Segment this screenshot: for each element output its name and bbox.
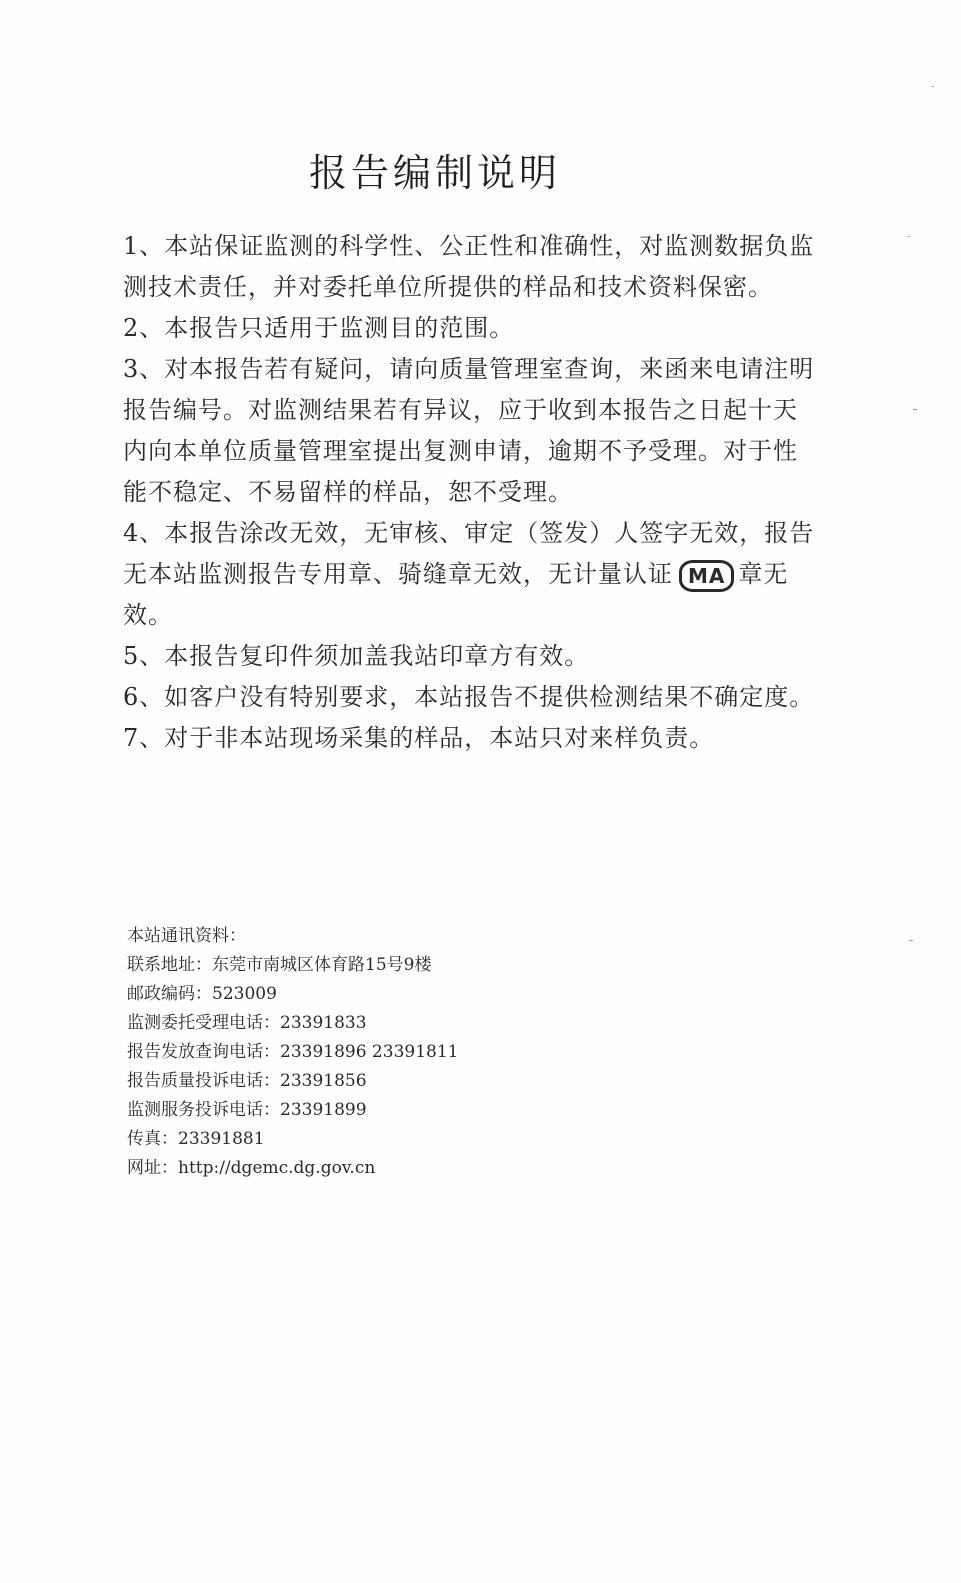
note-3-line-1: 3、对本报告若有疑问，请向质量管理室查询，来函来电请注明 xyxy=(123,355,815,383)
contact-quality-phone: 报告质量投诉电话：23391856 xyxy=(127,1071,367,1091)
note-2-line-1: 2、本报告只适用于监测目的范围。 xyxy=(123,314,515,342)
page-title: 报告编制说明 xyxy=(308,151,561,195)
scan-speck xyxy=(909,940,913,941)
note-1-line-2: 测技术责任，并对委托单位所提供的样品和技术资料保密。 xyxy=(123,273,773,301)
contact-fax: 传真：23391881 xyxy=(127,1129,265,1149)
contact-address: 联系地址：东莞市南城区体育路15号9楼 xyxy=(127,955,432,975)
note-4-line-2-text: 无本站监测报告专用章、骑缝章无效，无计量认证 xyxy=(123,560,673,588)
scan-speck xyxy=(932,86,934,87)
contact-postcode: 邮政编码：523009 xyxy=(127,984,277,1004)
note-4-line-3: 效。 xyxy=(123,601,173,629)
note-7-line-1: 7、对于非本站现场采集的样品，本站只对来样负责。 xyxy=(123,724,715,752)
note-4-line-1: 4、本报告涂改无效，无审核、审定（签发）人签字无效，报告 xyxy=(123,519,815,547)
note-4-line-2-tail: 章无 xyxy=(738,560,789,588)
note-5-line-1: 5、本报告复印件须加盖我站印章方有效。 xyxy=(123,642,590,670)
note-3-line-2: 报告编号。对监测结果若有异议，应于收到本报告之日起十天 xyxy=(123,396,798,424)
note-6-line-1: 6、如客户没有特别要求，本站报告不提供检测结果不确定度。 xyxy=(123,683,815,711)
contact-website: 网址：http://dgemc.dg.gov.cn xyxy=(127,1158,376,1178)
note-4-line-2 xyxy=(123,554,788,595)
contact-section xyxy=(127,922,627,1183)
scan-speck xyxy=(913,409,917,410)
cma-mark-icon: MA xyxy=(679,560,734,592)
notes-section xyxy=(123,226,815,759)
contact-heading: 本站通讯资料： xyxy=(127,926,246,946)
contact-report-phone: 报告发放查询电话：23391896 23391811 xyxy=(127,1042,459,1062)
contact-service-phone: 监测服务投诉电话：23391899 xyxy=(127,1100,367,1120)
scan-speck xyxy=(908,236,910,237)
note-1-line-1: 1、本站保证监测的科学性、公正性和准确性，对监测数据负监 xyxy=(123,232,815,260)
note-3-line-4: 能不稳定、不易留样的样品，恕不受理。 xyxy=(123,478,573,506)
note-3-line-3: 内向本单位质量管理室提出复测申请，逾期不予受理。对于性 xyxy=(123,437,798,465)
contact-entrust-phone: 监测委托受理电话：23391833 xyxy=(127,1013,367,1033)
